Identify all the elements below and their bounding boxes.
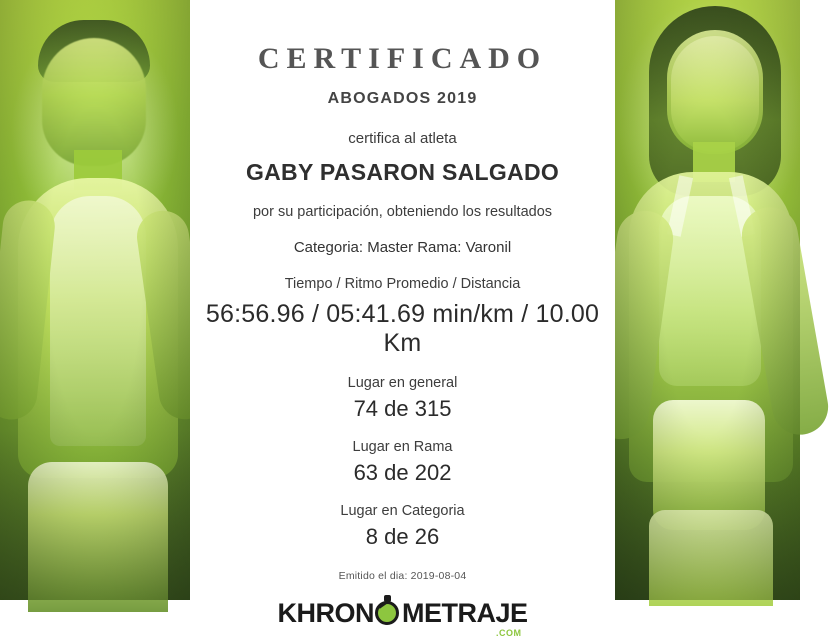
event-name: ABOGADOS 2019	[327, 90, 478, 107]
photo-right-face	[671, 36, 759, 152]
athlete-name: GABY PASARON SALGADO	[245, 159, 560, 185]
khronometraje-logo	[190, 598, 615, 638]
issued-date: Emitido el dia: 2019-08-04	[338, 570, 467, 582]
category-line: Categoria: Master Rama: Varonil	[293, 239, 512, 256]
place-categoria-label: Lugar en Categoria	[340, 503, 465, 519]
photo-left-tanktop	[50, 196, 146, 446]
logo-suffix: .COM	[496, 628, 522, 638]
metrics-value: 56:56.96 / 05:41.69 min/km / 10.00 Km	[205, 300, 600, 357]
photo-left-male-runner	[0, 0, 190, 600]
certifies-line: certifica al atleta	[348, 130, 457, 147]
photo-right-shorts	[649, 510, 773, 606]
place-rama-value: 63 de 202	[353, 460, 452, 485]
metrics-label: Tiempo / Ritmo Promedio / Distancia	[284, 276, 521, 292]
photo-left-head	[42, 38, 146, 166]
logo-text-part1: KHRON	[277, 598, 374, 628]
place-categoria-value: 8 de 26	[365, 524, 440, 549]
certificate-title: CERTIFICADO	[257, 42, 548, 75]
photo-left-legs	[28, 462, 168, 612]
logo-text	[277, 598, 528, 638]
place-general-label: Lugar en general	[347, 375, 458, 391]
place-general-value: 74 de 315	[353, 396, 452, 421]
stopwatch-icon	[374, 599, 402, 627]
photo-right-female-runner	[615, 0, 800, 600]
participation-line: por su participación, obteniendo los resultados	[252, 204, 553, 220]
logo-text-part2: METRAJE	[401, 598, 528, 628]
certificate-content	[190, 0, 615, 638]
place-rama-label: Lugar en Rama	[352, 439, 453, 455]
